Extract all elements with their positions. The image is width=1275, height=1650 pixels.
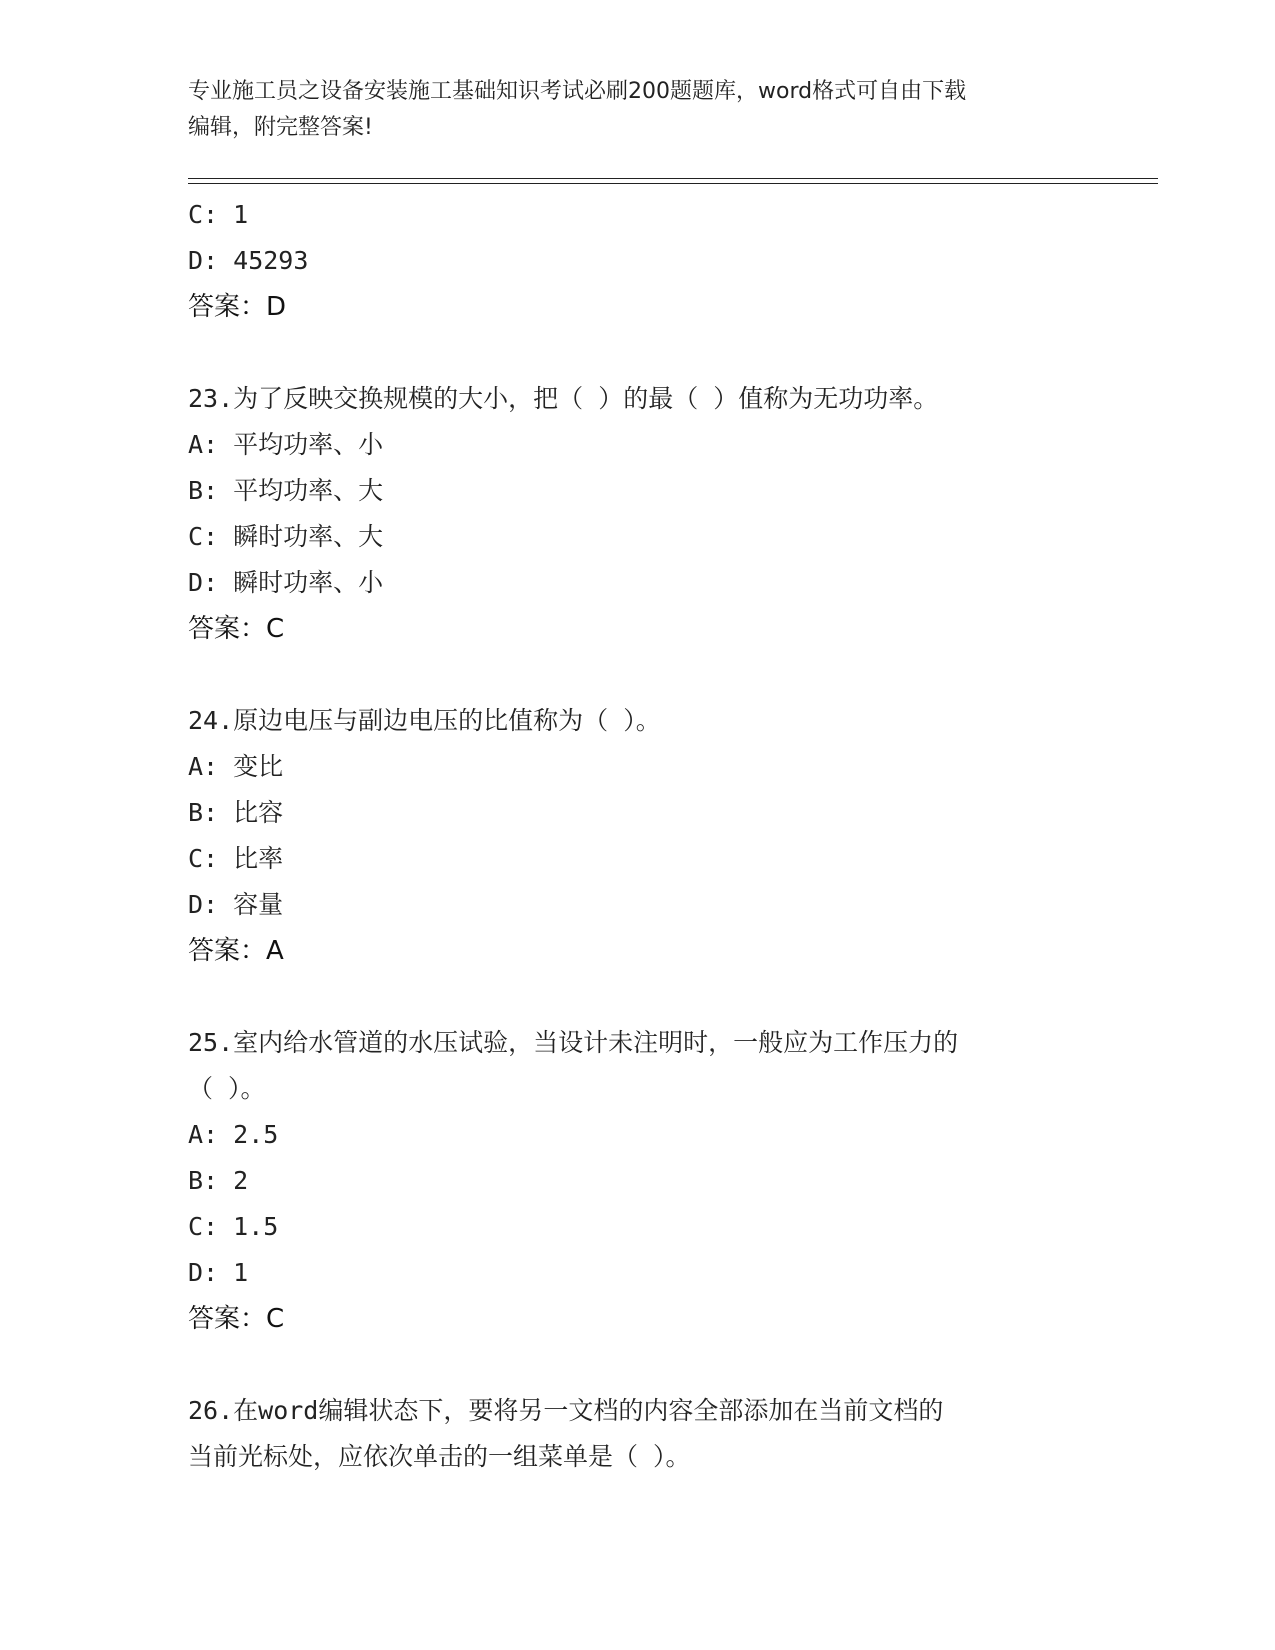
q24-question: 24.原边电压与副边电压的比值称为（ ）。 xyxy=(188,706,661,735)
q25-option-c: C: 1.5 xyxy=(188,1212,279,1241)
q24-option-a: A: 变比 xyxy=(188,752,284,781)
q26-question-line-2: 当前光标处，应依次单击的一组菜单是（ ）。 xyxy=(188,1442,691,1471)
spacer xyxy=(188,330,1088,376)
prev-answer: 答案：D xyxy=(188,292,287,322)
q25-option-a: A: 2.5 xyxy=(188,1120,279,1149)
header-title-line-2: 编辑，附完整答案! xyxy=(188,115,373,140)
document-header xyxy=(188,74,1088,146)
q23-question: 23.为了反映交换规模的大小，把（ ）的最（ ）值称为无功功率。 xyxy=(188,384,939,413)
q24-option-d: D: 容量 xyxy=(188,890,284,919)
header-title-line-1: 专业施工员之设备安装施工基础知识考试必刷200题题库，word格式可自由下载 xyxy=(188,79,967,104)
spacer xyxy=(188,652,1088,698)
q23-option-b: B: 平均功率、大 xyxy=(188,476,384,505)
header-divider-bottom xyxy=(188,183,1158,184)
q23-option-d: D: 瞬时功率、小 xyxy=(188,568,384,597)
spacer xyxy=(188,1342,1088,1388)
q23-option-c: C: 瞬时功率、大 xyxy=(188,522,384,551)
q24-option-b: B: 比容 xyxy=(188,798,284,827)
q23-option-a: A: 平均功率、小 xyxy=(188,430,384,459)
q24-option-c: C: 比率 xyxy=(188,844,284,873)
header-divider-top xyxy=(188,178,1158,179)
q25-option-b: B: 2 xyxy=(188,1166,249,1195)
q25-question-line-2: （ ）。 xyxy=(188,1074,266,1103)
q25-answer: 答案：C xyxy=(188,1304,285,1334)
q25-question-line-1: 25.室内给水管道的水压试验，当设计未注明时，一般应为工作压力的 xyxy=(188,1028,959,1057)
q23-answer: 答案：C xyxy=(188,614,285,644)
q25-option-d: D: 1 xyxy=(188,1258,249,1287)
q24-answer: 答案：A xyxy=(188,936,284,966)
prev-option-d: D: 45293 xyxy=(188,246,309,275)
q26-question-line-1: 26.在word编辑状态下，要将另一文档的内容全部添加在当前文档的 xyxy=(188,1396,944,1425)
spacer xyxy=(188,974,1088,1020)
question-list xyxy=(188,192,1088,1480)
prev-option-c: C: 1 xyxy=(188,200,249,229)
